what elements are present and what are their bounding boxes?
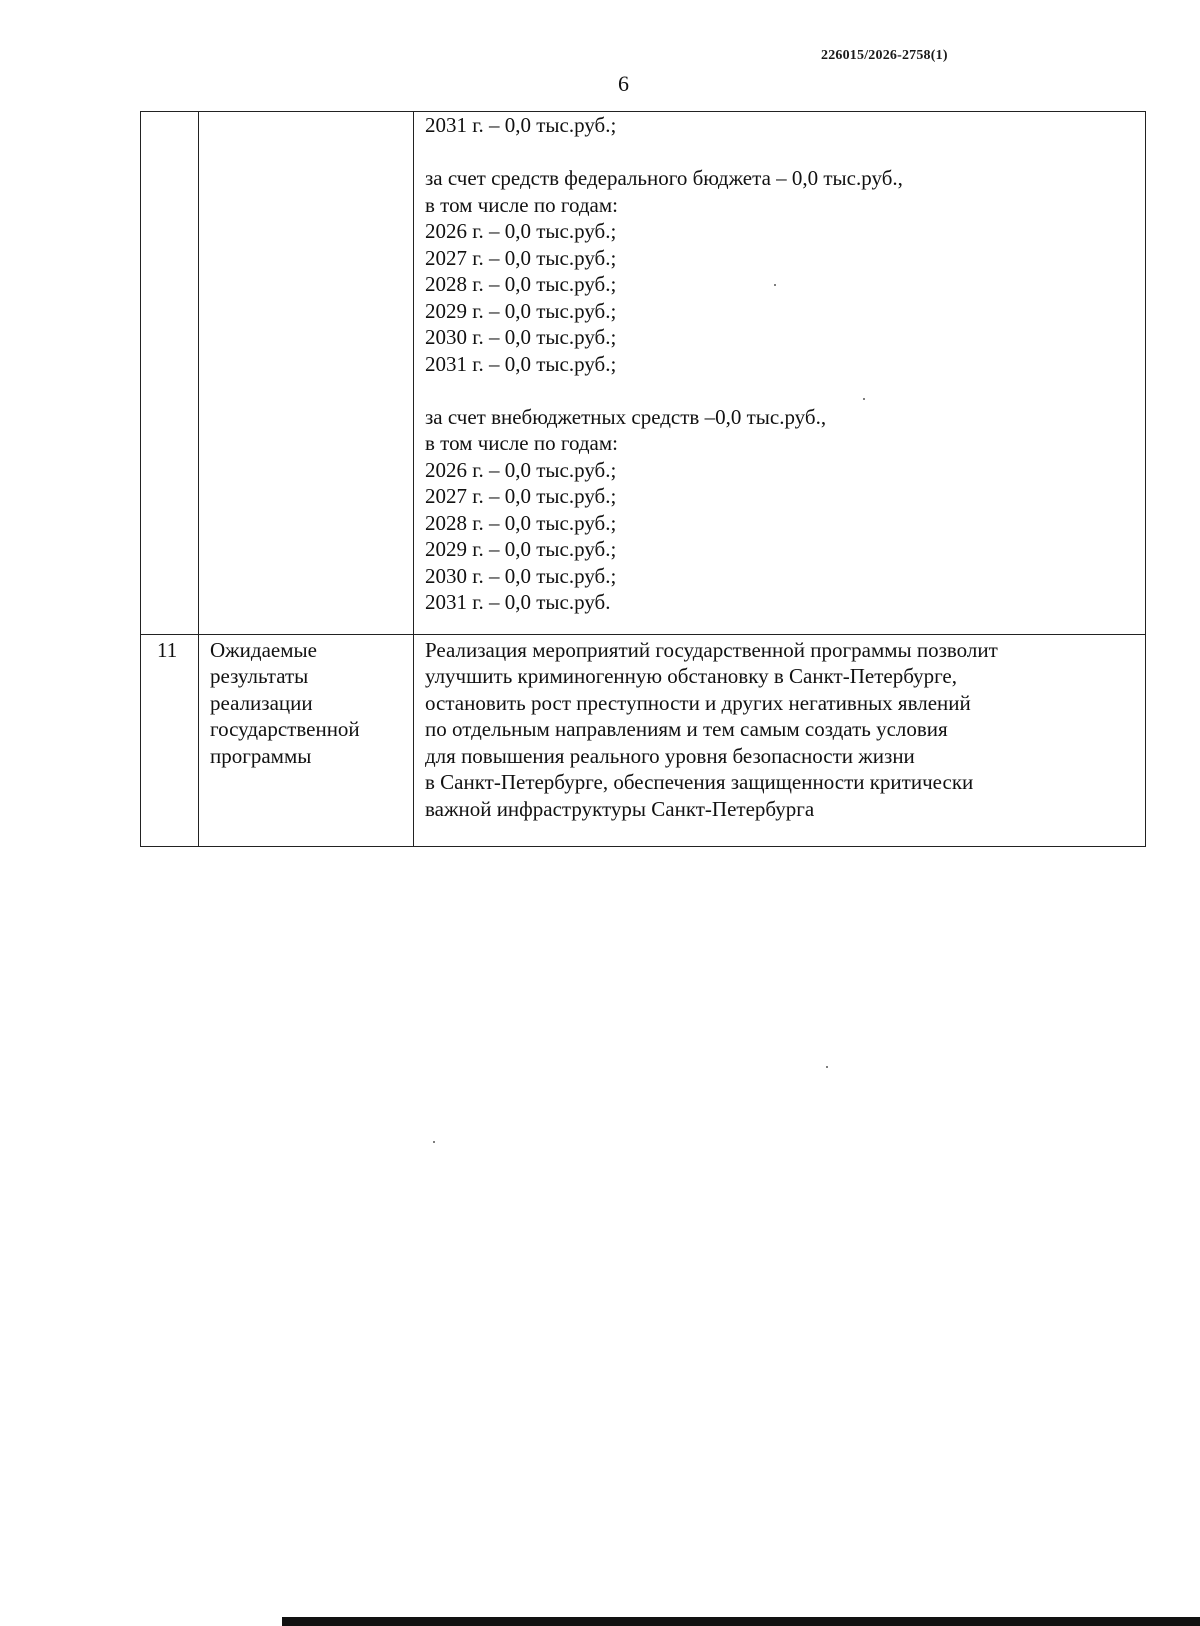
row-name-cell [199,634,414,847]
table-row-continued [141,112,1146,635]
funding-line: 2029 г. – 0,0 тыс.руб.; [425,537,617,561]
document-registration-number: 226015/2026-2758(1) [821,48,948,63]
funding-line: за счет средств федерального бюджета – 0,0 тыс.руб., [425,166,903,190]
table-row-11 [141,634,1146,847]
scan-speck [863,398,865,400]
funding-line: 2026 г. – 0,0 тыс.руб.; [425,457,617,482]
scan-speck [826,1066,828,1068]
results-line: Реализация мероприятий государственной программы позволит [425,637,998,662]
funding-line: 2031 г. – 0,0 тыс.руб. [425,590,611,614]
page-number: 6 [618,71,629,96]
funding-line: 2031 г. – 0,0 тыс.руб.; [425,113,617,137]
paragraph-gap [425,139,1145,166]
scan-speck [774,284,776,286]
results-line: в Санкт-Петербурге, обеспечения защищенности критически [425,770,974,794]
results-line: для повышения реального уровня безопасности жизни [425,743,915,768]
funding-line: в том числе по годам: [425,192,618,217]
expected-results-cell [414,634,1146,847]
funding-line: 2028 г. – 0,0 тыс.руб.; [425,510,617,535]
row-name-line: результаты [210,664,309,688]
scan-speck [433,1141,435,1143]
scan-edge-bar [282,1617,1200,1626]
row-name-line: реализации [210,690,313,715]
funding-line: 2030 г. – 0,0 тыс.руб.; [425,563,617,588]
row-number-cell: 11 [141,634,199,847]
results-line: важной инфраструктуры Санкт-Петербурга [425,796,815,821]
row-name-line: программы [210,743,312,768]
funding-line: 2026 г. – 0,0 тыс.руб.; [425,219,617,243]
results-line: по отдельным направлениям и тем самым создать условия [425,717,948,741]
funding-line: 2027 г. – 0,0 тыс.руб.; [425,245,617,270]
row-number-cell [141,112,199,635]
passport-table [140,111,1146,847]
funding-line: за счет внебюджетных средств –0,0 тыс.руб., [425,404,827,429]
funding-line: 2031 г. – 0,0 тыс.руб.; [425,351,617,376]
results-line: улучшить криминогенную обстановку в Санкт-Петербурге, [425,664,957,688]
funding-line: 2028 г. – 0,0 тыс.руб.; [425,272,617,296]
row-name-line: Ожидаемые [210,637,317,662]
row-name-cell [199,112,414,635]
funding-line: в том числе по годам: [425,431,618,455]
funding-content-cell [414,112,1146,635]
funding-line: 2030 г. – 0,0 тыс.руб.; [425,325,617,349]
funding-line: 2027 г. – 0,0 тыс.руб.; [425,484,617,508]
results-line: остановить рост преступности и других негативных явлений [425,690,971,715]
funding-line: 2029 г. – 0,0 тыс.руб.; [425,298,617,323]
paragraph-gap [425,377,1145,404]
row-name-line: государственной [210,717,360,741]
